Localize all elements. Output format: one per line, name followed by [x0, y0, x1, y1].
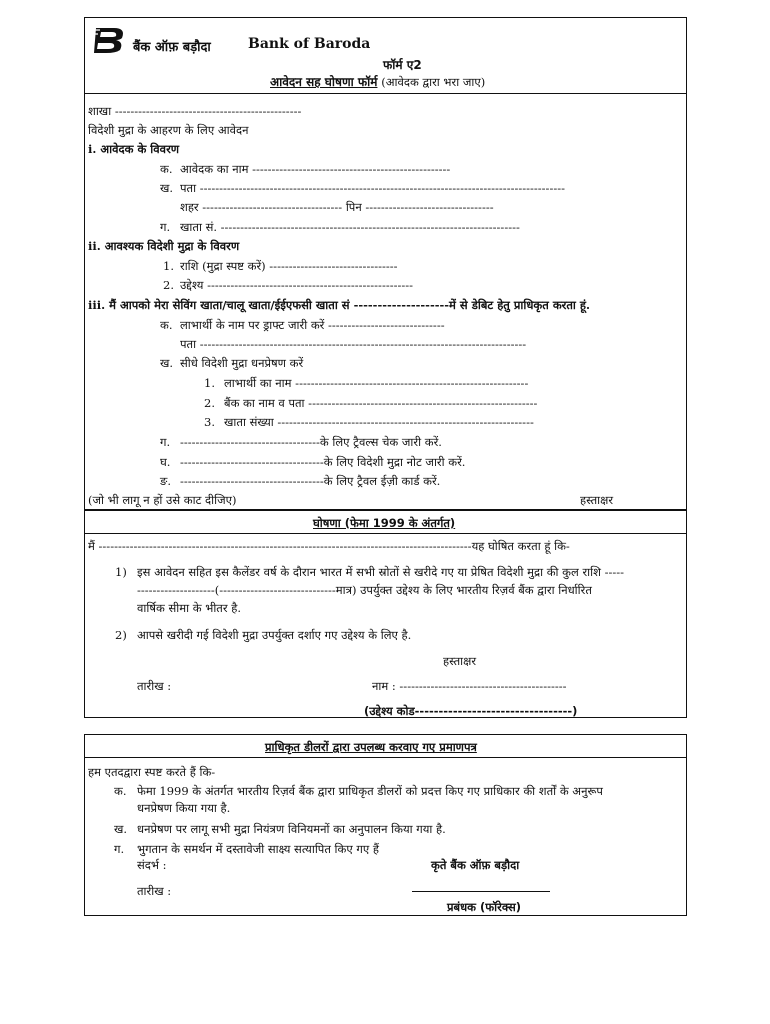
- declaration-date-label: तारीख :: [137, 679, 172, 693]
- item-marker-iii-gha: घ.: [160, 455, 171, 469]
- purpose-field: उद्देश्य -----------------------------------------------------: [180, 278, 414, 292]
- declaration-signature-label: हस्ताक्षर: [443, 654, 477, 668]
- currency-notes-line: -------------------------------------के लिए विदेशी मुद्रा नोट जारी करें.: [180, 455, 466, 469]
- declaration-title: घोषणा (फेमा 1999 के अंतर्गत): [313, 516, 456, 530]
- certificate-intro: हम एतदद्वारा स्पष्ट करते हैं कि-: [88, 765, 216, 779]
- item-marker-iii-kha: ख.: [160, 356, 174, 370]
- applicant-signature-label: हस्ताक्षर: [580, 493, 614, 507]
- item-marker-r1: 1.: [204, 376, 215, 390]
- strike-out-note: (जो भी लागू न हों उसे काट दीजिए): [88, 493, 237, 507]
- cert-marker-ga: ग.: [114, 842, 125, 856]
- part-ii-heading: ii. आवश्यक विदेशी मुद्रा के विवरण: [88, 239, 240, 253]
- bank-name-hindi: बैंक ऑफ़ बड़ौदा: [133, 40, 211, 55]
- branch-line: शाखा ------------------------------------------------: [88, 104, 302, 118]
- purpose-code-field: (उद्देश्य कोड---------------------------------): [364, 704, 578, 718]
- bank-name-address-field: बैंक का नाम व पता -----------------------------------------------------------: [224, 396, 538, 410]
- form-title: आवेदन सह घोषणा फॉर्म: [270, 75, 378, 89]
- item-marker-ii-1: 1.: [163, 259, 174, 273]
- for-bank-label: कृते बैंक ऑफ़ बड़ौदा: [431, 858, 520, 872]
- cert-kha-text: धनप्रेषण पर लागू सभी मुद्रा नियंत्रण विनियमनों का अनुपालन किया गया है.: [137, 822, 446, 836]
- part-iii-heading: iii. मैं आपको मेरा सेविंग खाता/चालू खाता/ईईएफसी खाता सं --------------------में से डेबिट हेतु प्राधिकृत करता हूं.: [88, 298, 590, 312]
- cert-ka-line-1: फेमा 1999 के अंतर्गत भारतीय रिज़र्व बैंक द्वारा प्राधिकृत डीलरों को प्रदत्त किए गए प्राधिकार की शर्तों के अनुरूप: [137, 784, 603, 798]
- bank-of-baroda-logo-icon: [92, 24, 128, 54]
- para-2-text: आपसे खरीदी गई विदेशी मुद्रा उपर्युक्त दर्शाए गए उद्देश्य के लिए है.: [137, 628, 412, 642]
- declarant-name-field: नाम : -------------------------------------------: [372, 679, 567, 693]
- manager-signature-line: [412, 891, 550, 892]
- travel-card-line: -------------------------------------के लिए ट्रैवल ईज़ी कार्ड करें.: [180, 474, 441, 488]
- para-1-line-2: --------------------(------------------------------मात्र) उपर्युक्त उद्देश्य के लिए भारतीय रिज़र्व बैंक द्वारा निर्धारित: [137, 583, 592, 597]
- item-marker-iii-ka: क.: [160, 318, 173, 332]
- travellers-cheque-line: ------------------------------------के लिए ट्रैवल्स चेक जारी करें.: [180, 435, 442, 449]
- para-1-line-1: इस आवेदन सहित इस कैलेंडर वर्ष के दौरान भारत में सभी स्रोतों से खरीदे गए या प्रेषित विदेशी मुद्रा की कुल राशि -----: [137, 565, 625, 579]
- address-field: पता ----------------------------------------------------------------------------------------------: [180, 181, 565, 195]
- item-marker-iii-ga: ग.: [160, 435, 171, 449]
- item-marker-iii-nga: ङ.: [160, 474, 171, 488]
- declaration-title-divider: [84, 533, 687, 534]
- item-marker-ii-2: 2.: [163, 278, 174, 292]
- draft-beneficiary-field: लाभार्थी के नाम पर ड्राफ्ट जारी करें ------------------------------: [180, 318, 445, 332]
- city-pin-field: शहर ------------------------------------ पिन ---------------------------------: [180, 200, 494, 214]
- part-i-heading: i. आवेदक के विवरण: [88, 142, 180, 156]
- cert-marker-kha: ख.: [114, 822, 128, 836]
- cert-marker-ka: क.: [114, 784, 127, 798]
- item-marker-ga: ग.: [160, 220, 171, 234]
- direct-remittance-line: सीधे विदेशी मुद्रा धनप्रेषण करें: [180, 356, 304, 370]
- application-line: विदेशी मुद्रा के आहरण के लिए आवेदन: [88, 123, 249, 137]
- cert-ga-text: भुगतान के समर्थन में दस्तावेजी साक्ष्य सत्यापित किए गए हैं: [137, 842, 379, 856]
- reference-label: संदर्भ :: [137, 858, 167, 872]
- manager-forex-label: प्रबंधक (फॉरेक्स): [447, 900, 522, 914]
- item-marker-r3: 3.: [204, 415, 215, 429]
- beneficiary-name-field: लाभार्थी का नाम ------------------------------------------------------------: [224, 376, 529, 390]
- certificate-title-divider: [84, 757, 687, 758]
- bank-name-english: Bank of Baroda: [248, 36, 371, 52]
- header-divider: [84, 93, 687, 94]
- cert-ka-line-2: धनप्रेषण किया गया है.: [137, 801, 231, 815]
- beneficiary-account-field: खाता संख्या ------------------------------------------------------------------: [224, 415, 534, 429]
- account-number-field: खाता सं. -----------------------------------------------------------------------------: [180, 220, 520, 234]
- certificate-date-label: तारीख :: [137, 884, 172, 898]
- item-marker-r2: 2.: [204, 396, 215, 410]
- draft-address-field: पता ------------------------------------------------------------------------------------: [180, 337, 527, 351]
- form-note: (आवेदक द्वारा भरा जाए): [381, 75, 486, 89]
- item-marker-kha: ख.: [160, 181, 174, 195]
- para-1-line-3: वार्षिक सीमा के भीतर है.: [137, 601, 241, 615]
- amount-field: राशि (मुद्रा स्पष्ट करें) ---------------------------------: [180, 259, 398, 273]
- para-2-number: 2): [115, 628, 127, 642]
- applicant-name-field: आवेदक का नाम ---------------------------------------------------: [180, 162, 451, 176]
- item-marker-ka: क.: [160, 162, 173, 176]
- para-1-number: 1): [115, 565, 127, 579]
- form-title-line: [270, 73, 485, 90]
- declarant-line: मैं ------------------------------------------------------------------------------------------------यह घोषित करता हूं कि-: [88, 539, 570, 553]
- form-number: फॉर्म ए2: [383, 58, 422, 72]
- certificate-title: प्राधिकृत डीलरों द्वारा उपलब्ध करवाए गए प्रमाणपत्र: [265, 740, 477, 754]
